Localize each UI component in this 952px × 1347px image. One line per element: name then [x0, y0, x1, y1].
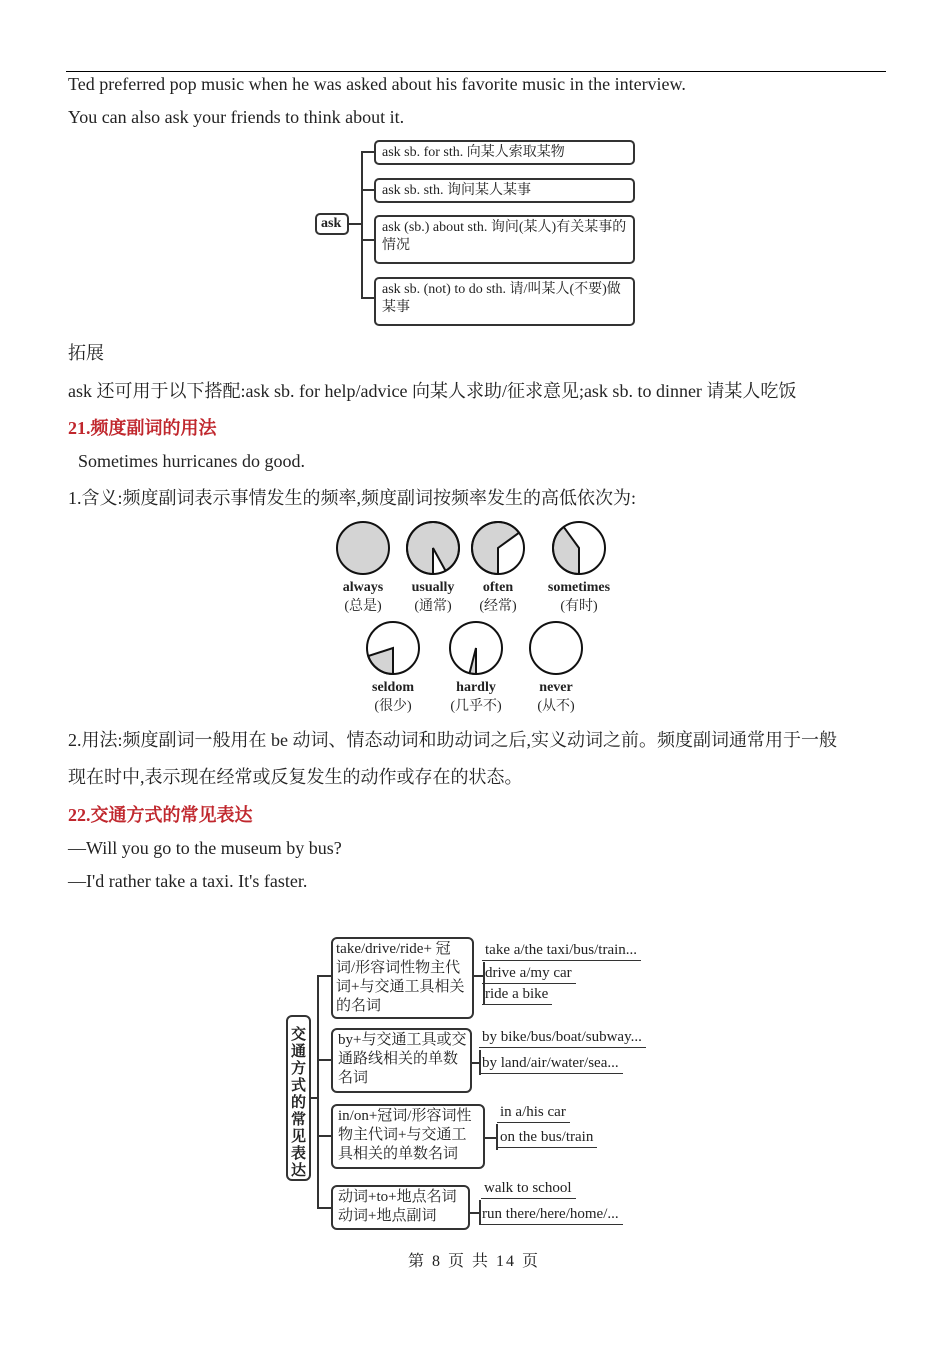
- usage-paragraph-1: 2.用法:频度副词一般用在 be 动词、情态动词和助动词之后,实义动词之前。频度副词通常用于一般: [68, 730, 837, 750]
- transport-root: 交通方式的常见表达: [286, 1015, 311, 1181]
- ask-item: ask sb. sth. 询问某人某事: [374, 178, 635, 203]
- example-item: ride a bike: [482, 986, 552, 1005]
- pie-label-zh: (从不): [537, 699, 575, 714]
- pie-label-en: always: [342, 580, 384, 595]
- pie-label-en: sometimes: [547, 580, 611, 595]
- extension-text: ask 还可用于以下搭配:ask sb. for help/advice 向某人求助/征求意见;ask sb. to dinner 请某人吃饭: [68, 381, 797, 401]
- example-item: take a/the taxi/bus/train...: [482, 942, 641, 961]
- example-item: run there/here/home/...: [479, 1206, 623, 1225]
- pie-often: [472, 522, 524, 574]
- pie-seldom: [367, 622, 419, 674]
- meaning-paragraph: 1.含义:频度副词表示事情发生的频率,频度副词按频率发生的高低依次为:: [68, 488, 636, 508]
- sentence-ask: You can also ask your friends to think about it.: [68, 107, 405, 127]
- usage-paragraph-2: 现在时中,表示现在经常或反复发生的动作或存在的状态。: [68, 767, 523, 787]
- ask-item: ask sb. for sth. 向某人索取某物: [374, 140, 635, 165]
- example-item: on the bus/train: [497, 1129, 597, 1148]
- page-footer: 第 8 页 共 14 页: [408, 1253, 541, 1270]
- pie-usually: [407, 522, 459, 574]
- dialog-question: —Will you go to the museum by bus?: [68, 838, 342, 858]
- pie-always: [337, 522, 389, 574]
- example-item: by bike/bus/boat/subway...: [479, 1029, 646, 1048]
- dialog-answer: —I'd rather take a taxi. It's faster.: [68, 871, 308, 891]
- pie-label-en: never: [539, 680, 573, 695]
- section-21-title: 21.频度副词的用法: [68, 418, 217, 438]
- pie-label-zh: (总是): [344, 599, 382, 614]
- pie-never: [530, 622, 582, 674]
- example-sentence: Sometimes hurricanes do good.: [78, 451, 305, 471]
- pie-label-en: often: [482, 580, 514, 595]
- pie-sometimes: [553, 522, 605, 574]
- pie-label-en: hardly: [456, 680, 496, 695]
- pie-label-zh: (很少): [374, 699, 412, 714]
- pie-label-zh: (有时): [560, 599, 598, 614]
- rule-box: 动词+to+地点名词 动词+地点副词: [331, 1185, 470, 1230]
- rule-box: by+与交通工具或交通路线相关的单数名词: [331, 1028, 472, 1093]
- pie-label-zh: (几乎不): [450, 699, 502, 714]
- rule-box: in/on+冠词/形容词性物主代词+与交通工具相关的单数名词: [331, 1104, 485, 1169]
- pie-label-zh: (经常): [479, 599, 517, 614]
- ask-root: ask: [315, 213, 349, 235]
- pie-label-en: usually: [411, 580, 455, 595]
- example-item: drive a/my car: [482, 965, 576, 984]
- pie-label-en: seldom: [372, 680, 414, 695]
- sentence-ted: Ted preferred pop music when he was asked about his favorite music in the interview.: [68, 74, 686, 94]
- example-item: in a/his car: [497, 1104, 570, 1123]
- pie-hardly: [450, 622, 502, 674]
- rule-box: take/drive/ride+ 冠词/形容词性物主代词+与交通工具相关的名词: [331, 937, 474, 1019]
- example-item: by land/air/water/sea...: [479, 1055, 623, 1074]
- extension-heading: 拓展: [68, 343, 104, 363]
- ask-item: ask (sb.) about sth. 询问(某人)有关某事的情况: [374, 215, 635, 264]
- example-item: walk to school: [481, 1180, 576, 1199]
- pie-label-zh: (通常): [414, 599, 452, 614]
- ask-item: ask sb. (not) to do sth. 请/叫某人(不要)做某事: [374, 277, 635, 326]
- section-22-title: 22.交通方式的常见表达: [68, 805, 253, 825]
